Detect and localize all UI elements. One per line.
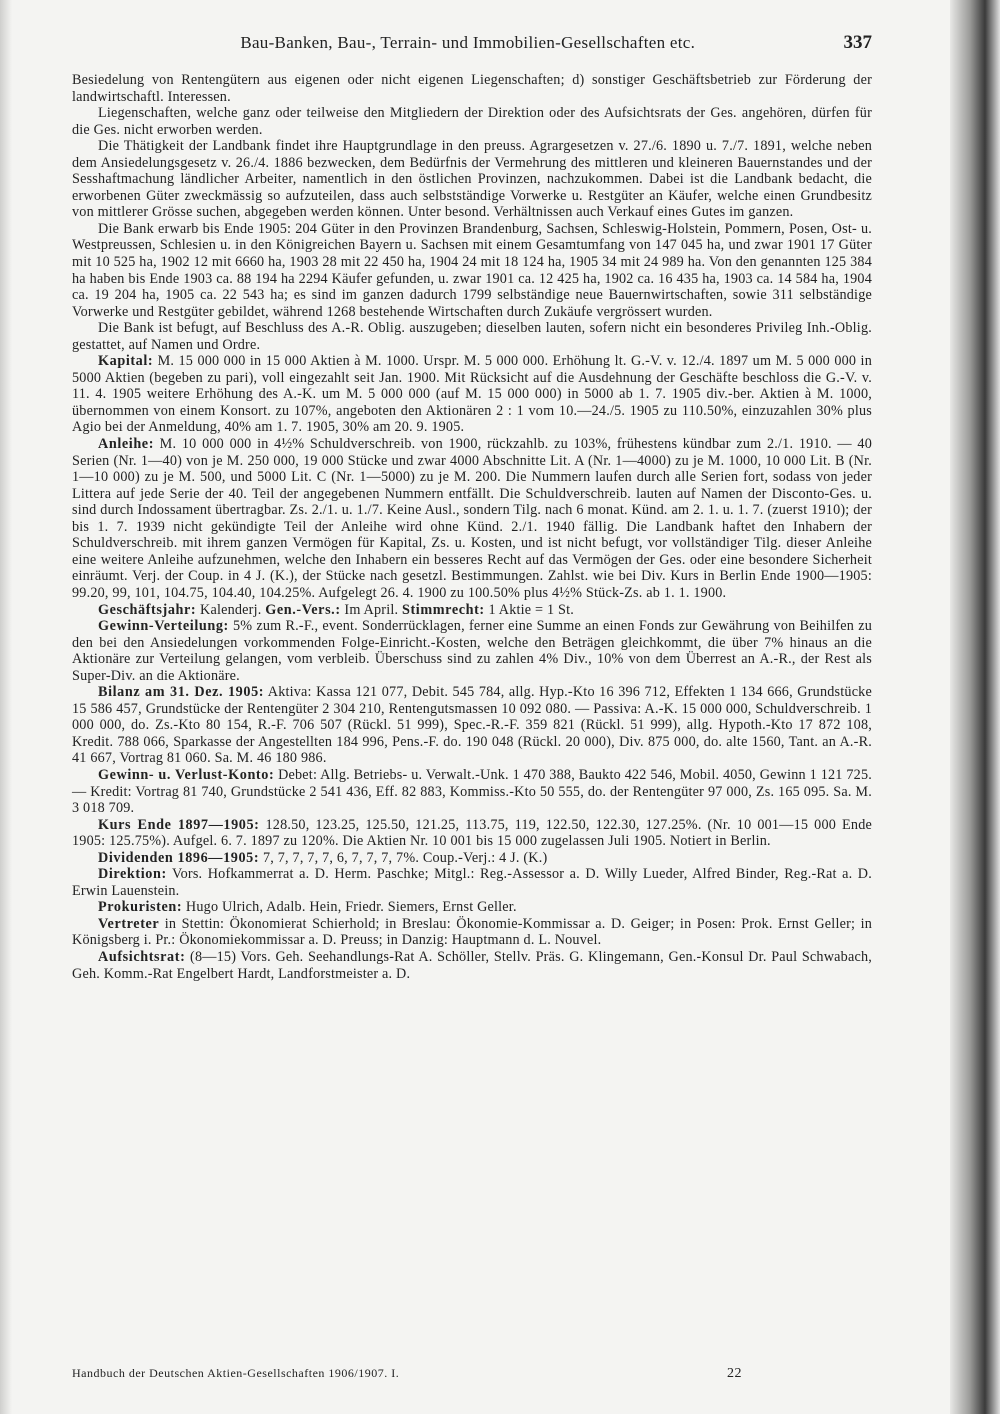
label-kapital: Kapital: [98,353,154,370]
label-stimmrecht: Stimmrecht: [401,601,485,618]
footer-source: Handbuch der Deutschen Aktien-Gesellschaften 1906/1907. I. [72,1366,400,1380]
label-kurs: Kurs Ende 1897—1905: [98,816,260,833]
paragraph-oblig: Die Bank ist befugt, auf Beschluss des A.-R. Oblig. auszugeben; dieselben lauten, sofern nicht ein besonderes Privileg Inh.-Oblig. gestattet, auf Namen und Ordre. [72,320,872,353]
label-bilanz: Bilanz am 31. Dez. 1905: [98,684,265,701]
section-geschaeftsjahr: Geschäftsjahr: Kalenderj. Gen.-Vers.: Im April. Stimmrecht: 1 Aktie = 1 St. [98,601,575,618]
label-direktion: Direktion: [98,866,167,883]
section-aufsichtsrat: Aufsichtsrat: (8—15) Vors. Geh. Seehandlungs-Rat A. Schöller, Stellv. Präs. G. Klingemann, Gen.-Konsul Dr. Paul Schwabach, Geh. Komm.-Rat Engelbert Hardt, Landforstmeister a. D. [72,948,872,982]
section-gewinn-verteilung: Gewinn-Verteilung: 5% zum R.-F., event. Sonderrücklagen, ferner eine Summe an einen Fonds zur Gewährung von Beihilfen zu den bei den Ansiedelungen vorkommenden Folge-Einricht.-Kosten, welche den Beträgen gleichkommt, die über 7% hinaus an die Aktionäre zur Verteilung gelangen, vom verbleib. Überschuss sind zu zahlen 4% Div., 10% von dem Überrest an A.-R., der Rest als Super-Div. an die Aktionäre. [72,618,872,684]
section-gewinn-verlust: Gewinn- u. Verlust-Konto: Debet: Allg. Betriebs- u. Verwalt.-Unk. 1 470 388, Baukto 422 546, Mobil. 4050, Gewinn 1 121 725. — Kredit: Vortrag 81 740, Grundstücke 2 541 436, Eff. 82 883, Kommiss.-Kto 50 555, do. der Rentengüter 97 000, Zs. 165 095. Sa. M. 3 018 709. [72,766,872,817]
page-edge-shadow [0,0,12,1414]
paragraph-liegenschaften: Liegenschaften, welche ganz oder teilweise den Mitgliedern der Direktion oder des Aufsichtsrats der Ges. angehören, dürfen für die Ges. nicht erworben werden. [72,105,872,138]
label-vertreter: Vertreter [98,915,160,932]
label-geschaeftsjahr: Geschäftsjahr: [98,601,197,618]
book-spine-edge [950,0,1000,1414]
section-vertreter: Vertreter in Stettin: Ökonomierat Schierhold; in Breslau: Ökonomie-Kommissar a. D. Geiger; in Posen: Prok. Ernst Geller; in Königsberg i. Pr.: Ökonomiekommissar a. D. Preuss; in Danzig: Hauptmann d. L. Nouvel. [72,915,872,949]
label-aufsichtsrat: Aufsichtsrat: [98,948,186,965]
section-bilanz: Bilanz am 31. Dez. 1905: Aktiva: Kassa 121 077, Debit. 545 784, allg. Hyp.-Kto 16 396 712, Effekten 1 134 666, Grundstücke 15 586 457, Grundstücke der Rentengüter 2 304 210, Rentengutsmassen 10 092 080. — Passiva: A.-K. 15 000 000, Schuldverschreib. 1 000 000, do. Zs.-Kto 80 154, R.-F. 706 507 (Rückl. 51 999), Spec.-R.-F. 359 821 (Rückl. 51 999), allg. Hypoth.-Kto 17 872 108, Kredit. 788 066, Sparkasse der Angestellten 184 996, Pens.-F. do. 190 048 (Rückl. 20 000), Div. 875 000, do. alte 1560, Tant. an A.-R. 41 667, Vortrag 81 060. Sa. M. 46 180 986. [72,684,872,767]
paragraph-erwerb: Die Bank erwarb bis Ende 1905: 204 Güter in den Provinzen Brandenburg, Sachsen, Schleswig-Holstein, Pommern, Posen, Ost- u. Westpreussen, Schlesien u. in den Königreichen Bayern u. Sachsen mit einem Gesamtumfang von 147 045 ha, und zwar 1901 17 Güter mit 10 525 ha, 1902 12 mit 6660 ha, 1903 28 mit 22 450 ha, 1904 24 mit 18 124 ha, 1905 34 mit 24 989 ha. Von den genannten 125 384 ha haben bis Ende 1903 ca. 88 194 ha 2294 Käufer gefunden, u. zwar 1901 ca. 12 425 ha, 1902 ca. 16 435 ha, 1903 ca. 14 584 ha, 1904 ca. 19 204 ha, 1905 ca. 22 543 ha; es sind im ganzen dadurch 1799 selbständige neue Bauernwirtschaften, sowie 311 selbständige Vorwerke und Restgüter gebildet, während 1268 bestehende Wirtschaften durch Zukäufe vergrössert wurden. [72,220,872,320]
running-header [72,32,872,62]
page-footer [72,1366,832,1382]
label-gewinn-verteilung: Gewinn-Verteilung: [98,618,229,635]
paragraph-thaetigkeit: Die Thätigkeit der Landbank findet ihre Hauptgrundlage in den preuss. Agrargesetzen v. 27./6. 1890 u. 7./7. 1891, welche neben dem Ansiedelungsgesetz v. 26./4. 1886 bezwecken, dem Bedürfnis der Vermehrung des mittleren und kleineren Bauernstandes und der Sesshaftmachung ländlicher Arbeiter, namentlich in den östlichen Provinzen, nachzukommen. Dabei ist die Landbank bedacht, die erworbenen Güter zweckmässig so aufzuteilen, dass auch selbstständige Vorwerke u. Restgüter an Käufer, welche einen Grundbesitz von mittlerer Grösse suchen, abgegeben werden können. Unter besond. Verhältnissen auch Verkauf eines Gutes im ganzen. [72,138,872,221]
section-direktion: Direktion: Vors. Hofkammerrat a. D. Herm. Paschke; Mitgl.: Reg.-Assessor a. D. Willy Lueder, Alfred Binder, Reg.-Rat a. D. Erwin Lauenstein. [72,866,872,899]
page-number: 337 [843,32,872,53]
label-gen-vers: Gen.-Vers.: [265,601,341,618]
section-kurs: Kurs Ende 1897—1905: 128.50, 123.25, 125.50, 121.25, 113.75, 119, 122.50, 122.30, 127.25%. (Nr. 10 001—15 000 Ende 1905: 125.75%). Aufgel. 6. 7. 1897 zu 120%. Die Aktien Nr. 10 001 bis 15 000 zugelassen Juli 1905. Notiert in Berlin. [72,816,872,850]
label-anleihe: Anleihe: [98,436,155,453]
section-anleihe: Anleihe: M. 10 000 000 in 4½% Schuldverschreib. von 1900, rückzahlb. zu 103%, frühestens kündbar zum 2./1. 1910. — 40 Serien (Nr. 1—40) von je M. 250 000, 19 000 Stücke und zwar 4000 Abschnitte Lit. A (Nr. 1—4000) zu je M. 1000, 10 000 Lit. B (Nr. 1—10 000) zu je M. 500, und 5000 Lit. C (Nr. 1—5000) zu je M. 200. Die Nummern laufen durch alle Serien fort, sodass von jeder Littera auf jede Serie der 40. Teil der angegebenen Nummern entfällt. Die Schuldverschreib. lauten auf Namen der Disconto-Ges. u. sind durch Indossament übertragbar. Zs. 2./1. u. 1./7. Keine Ausl., sondern Tilg. nach 6 monat. Künd. am 2. 1. u. 1. 7. (zuerst 1910); der bis 1. 7. 1939 nicht gekündigte Teil der Anleihe wird ohne Künd. 2./1. 1940 fällig. Die Landbank haftet den Inhabern der Schuldverschreib. mit ihrem ganzen Vermögen für Kapital, Zs. u. Kosten, und ist nicht befugt, vor vollständiger Tilg. dieser Anleihe eine weitere Anleihe aufzunehmen, welche den Inhabern ein besseres Recht auf das Vermögen der Ges. oder eine besondere Sicherheit einräumt. Verj. der Coup. in 4 J. (K.), der Stücke nach gesetzl. Bestimmungen. Zahlst. wie bei Div. Kurs in Berlin Ende 1900—1905: 99.20, 99, 101, 104.75, 104.40, 104.25%. Aufgelegt 26. 4. 1900 zu 100.50% plus 4½% Stück-Zs. ab 1. 1. 1900. [72,436,872,601]
section-dividenden: Dividenden 1896—1905: 7, 7, 7, 7, 7, 6, 7, 7, 7, 7%. Coup.-Verj.: 4 J. (K.) [98,849,548,866]
section-prokuristen: Prokuristen: Hugo Ulrich, Adalb. Hein, Friedr. Siemers, Ernst Geller. [98,899,517,916]
running-title: Bau-Banken, Bau-, Terrain- und Immobilien-Gesellschaften etc. [240,33,696,52]
section-kapital: Kapital: M. 15 000 000 in 15 000 Aktien à M. 1000. Urspr. M. 5 000 000. Erhöhung lt. G.-V. v. 12./4. 1897 um M. 5 000 000 in 5000 Aktien (begeben zu pari), voll eingezahlt seit Jan. 1900. Mit Rücksicht auf die Ausdehnung der Geschäfte beschloss die G.-V. v. 11. 4. 1905 weitere Erhöhung des A.-K. um M. 5 000 000 (auf M. 15 000 000) in 5000 ab 1. 7. 1905 div.-ber. Aktien à M. 1000, übernommen von einem Konsort. zu 107%, angeboten den Aktionären 2 : 1 vom 10.—24./5. 1905 zu 110.50%, einzuzahlen 30% plus Agio bei der Anmeldung, 40% am 1. 7. 1905, 30% am 20. 9. 1905. [72,353,872,436]
document-body [72,72,872,982]
paragraph-intro-continued: Besiedelung von Rentengütern aus eigenen oder nicht eigenen Liegenschaften; d) sonstiger Geschäftsbetrieb zur Förderung der landwirtschaftl. Interessen. [72,72,872,105]
label-prokuristen: Prokuristen: [98,899,183,916]
document-page [72,32,872,1382]
footer-signature: 22 [727,1366,742,1381]
label-dividenden: Dividenden 1896—1905: [98,849,260,866]
label-gewinn-verlust: Gewinn- u. Verlust-Konto: [98,766,275,783]
